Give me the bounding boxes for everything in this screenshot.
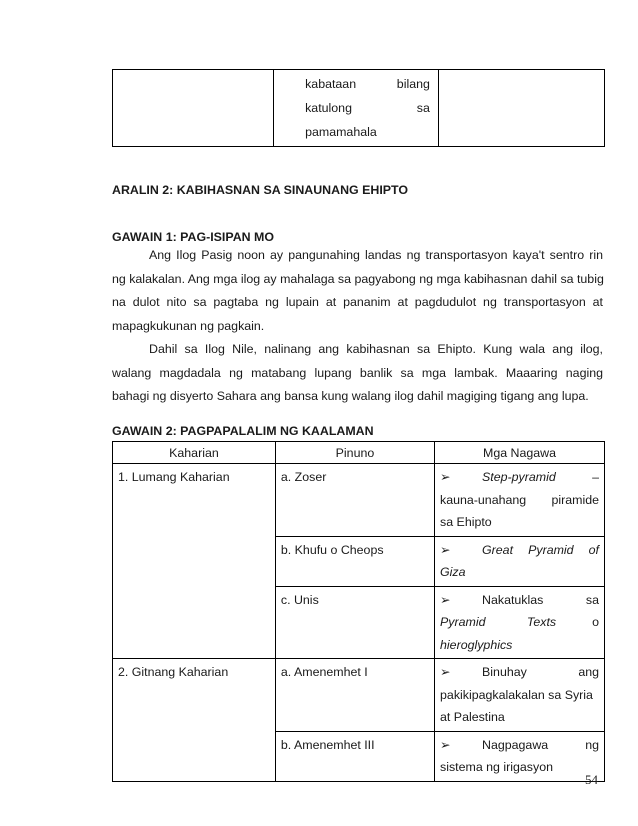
nagawa-text: – <box>592 470 599 484</box>
nagawa-text: Great Pyramid of <box>482 542 599 557</box>
nagawa-text: Giza <box>440 565 466 579</box>
nagawa-text: sa Ehipto <box>440 515 492 529</box>
nagawa-cell <box>435 731 605 781</box>
nagawa-text: hieroglyphics <box>440 637 513 652</box>
frag-word: pamamahala <box>305 125 377 139</box>
pinuno-cell: b. Khufu o Cheops <box>275 536 434 586</box>
arrow-bullet-icon: ➢ <box>440 737 451 752</box>
nagawa-text: Nagpagawa ng <box>482 737 599 752</box>
kaharian-cell: 2. Gitnang Kaharian <box>113 659 276 782</box>
frag-word: kabataan <box>305 77 357 91</box>
paragraph-line: mapagkukunan ng pagkain. <box>112 318 265 333</box>
continued-table <box>112 69 605 147</box>
header-mga-nagawa: Mga Nagawa <box>435 442 605 464</box>
nagawa-text: sistema ng irigasyon <box>440 760 553 774</box>
nagawa-text: Step-pyramid <box>482 470 556 484</box>
kaharian-cell: 1. Lumang Kaharian <box>113 464 276 659</box>
header-pinuno: Pinuno <box>275 442 434 464</box>
aralin-title: ARALIN 2: KABIHASNAN SA SINAUNANG EHIPTO <box>112 183 409 197</box>
frag-word: katulong <box>305 101 352 115</box>
pinuno-cell: b. Amenemhet III <box>275 731 434 781</box>
paragraph-line: Dahil sa Ilog Nile, nalinang ang kabihasnan sa Ehipto. Kung wala ang ilog, <box>149 342 603 356</box>
paragraph-line: ng kalakalan. Ang mga ilog ay mahalaga sa pagyabong ng mga kabihasnan dahil sa tubig <box>112 271 604 286</box>
paragraph-line: Ang Ilog Pasig noon ay pangunahing landas ng transportasyon kaya't sentro rin <box>149 248 603 262</box>
nagawa-text: Binuhay ang <box>482 665 599 679</box>
nagawa-cell <box>435 536 605 586</box>
nagawa-text: Pyramid Texts <box>440 615 557 629</box>
paragraph-line: na dulot nito sa pagtaba ng lupain at pananim at pagdudulot ng transportasyon at <box>112 295 603 309</box>
frag-word: sa <box>416 101 430 115</box>
arrow-bullet-icon: ➢ <box>440 470 451 484</box>
empty-cell <box>438 70 604 147</box>
arrow-bullet-icon: ➢ <box>440 592 451 607</box>
nagawa-text: at Palestina <box>440 710 505 724</box>
table-header-row <box>113 442 605 464</box>
arrow-bullet-icon: ➢ <box>440 665 451 679</box>
nagawa-text: pakikipagkalakalan sa Syria <box>440 687 593 702</box>
table-row <box>113 659 605 732</box>
kaharian-table <box>112 441 605 782</box>
nagawa-cell <box>435 464 605 537</box>
gawain1-title: GAWAIN 1: PAG-ISIPAN MO <box>112 230 275 244</box>
nagawa-cell <box>435 586 605 659</box>
arrow-bullet-icon: ➢ <box>440 542 451 557</box>
table-row <box>113 464 605 537</box>
pinuno-cell: c. Unis <box>275 586 434 659</box>
pinuno-cell: a. Zoser <box>275 464 434 537</box>
header-kaharian: Kaharian <box>113 442 276 464</box>
paragraph-line: walang magdadala ng matabang lupang banlik sa mga lambak. Maaaring naging <box>112 365 603 380</box>
gawain1-paragraph-2 <box>112 338 603 409</box>
nagawa-text: kauna-unahang piramide <box>440 492 599 507</box>
gawain1-paragraph-1 <box>112 244 603 338</box>
page-number: 54 <box>585 772 598 787</box>
fragment-cell <box>274 70 439 147</box>
empty-cell <box>113 70 274 147</box>
pinuno-cell: a. Amenemhet I <box>275 659 434 732</box>
frag-word: bilang <box>396 77 430 91</box>
nagawa-text: o <box>592 615 599 629</box>
paragraph-line: bahagi ng disyerto Sahara ang bansa kung walang ilog dahil magiging tigang ang lupa. <box>112 389 589 403</box>
nagawa-cell <box>435 659 605 732</box>
gawain2-title: GAWAIN 2: PAGPAPALALIM NG KAALAMAN <box>112 424 374 438</box>
nagawa-text: Nakatuklas sa <box>482 592 599 607</box>
